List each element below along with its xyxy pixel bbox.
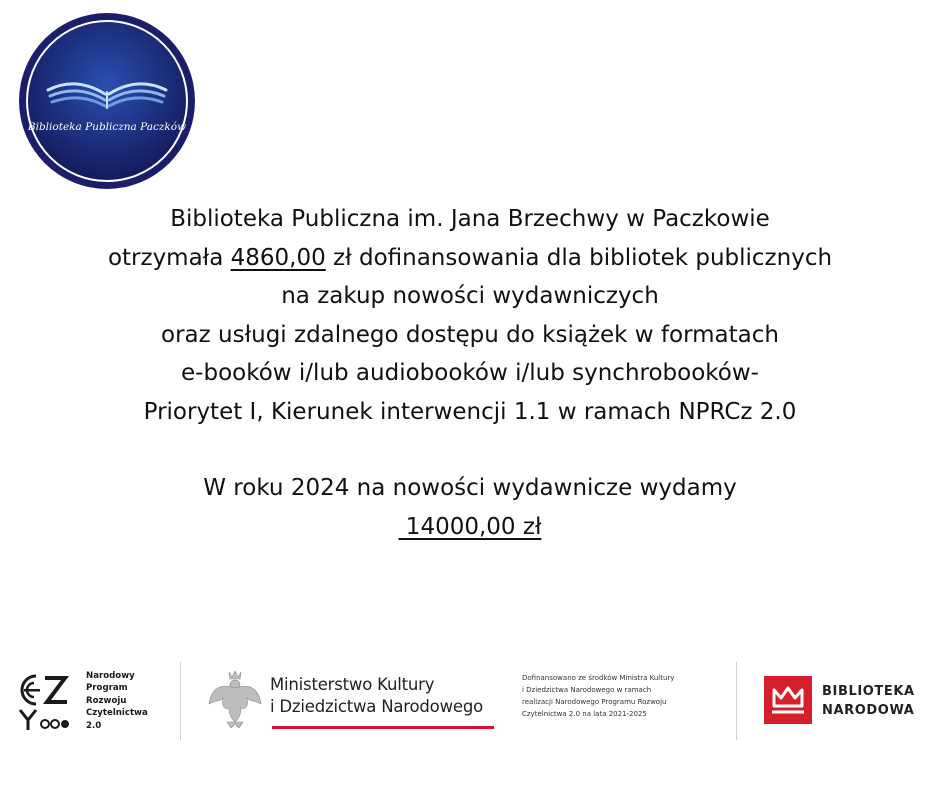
ministry-logo-text — [270, 674, 483, 718]
ministry-text-line: i Dziedzictwa Narodowego — [270, 697, 483, 716]
library-logo-graphic — [18, 12, 196, 190]
eagle-emblem-icon — [207, 668, 263, 730]
line-2-suffix: zł dofinansowania dla bibliotek publicznych — [325, 244, 833, 271]
line-2-prefix: otrzymała — [107, 244, 231, 271]
biblioteka-narodowa-logo-icon — [764, 676, 812, 724]
plan-amount-line — [0, 508, 940, 547]
footer-divider — [180, 662, 181, 740]
crown-icon — [764, 676, 812, 724]
plan-line: W roku 2024 na nowości wydawnicze wydamy — [203, 475, 737, 501]
announcement-line-5: e-booków i/lub audiobooków i/lub synchrobooków- — [181, 360, 759, 386]
announcement-line-4: oraz usługi zdalnego dostępu do książek w formatach — [161, 321, 779, 348]
ministry-red-bar — [272, 726, 494, 729]
sponsor-footer — [0, 656, 940, 746]
announcement-line-3: na zakup nowości wydawniczych — [281, 283, 659, 309]
announcement — [0, 200, 940, 546]
ministry-text-line: Ministerstwo Kultury — [270, 675, 435, 694]
grant-amount: 4860,00 — [230, 244, 326, 271]
funding-text-line: realizacji Narodowego Programu Rozwoju — [522, 698, 667, 706]
bn-text-line: NARODOWA — [822, 703, 915, 718]
biblioteka-narodowa-text — [822, 682, 915, 720]
announcement-line-6: Priorytet I, Kierunek interwencji 1.1 w ramach NPRCz 2.0 — [143, 398, 797, 425]
funding-text-line: Czytelnictwa 2.0 na lata 2021-2025 — [522, 710, 647, 718]
nprcz-logo-icon — [16, 670, 74, 732]
nprcz-text-line: Czytelnictwa — [86, 708, 148, 719]
nprcz-text-line: Narodowy — [86, 671, 135, 681]
nprcz-text-line: 2.0 — [86, 720, 102, 731]
bn-text-line: BIBLIOTEKA — [822, 684, 915, 699]
announcement-line-1: Biblioteka Publiczna im. Jana Brzechwy w Paczkowie — [170, 206, 770, 232]
nprcz-text-line: Rozwoju — [86, 695, 127, 706]
funding-text-line: i Dziedzictwa Narodowego w ramach — [522, 686, 652, 694]
announcement-line-2 — [0, 239, 940, 278]
plan-amount: 14000,00 zł — [398, 513, 542, 540]
nprcz-logo-text — [86, 670, 148, 732]
library-logo — [18, 12, 196, 190]
funding-note — [522, 672, 674, 720]
logo-text: Biblioteka Publiczna Paczków — [27, 121, 187, 133]
funding-text-line: Dofinansowano ze środków Ministra Kultury — [522, 674, 675, 682]
footer-divider — [736, 662, 737, 740]
nprcz-text-line: Program — [86, 683, 128, 694]
